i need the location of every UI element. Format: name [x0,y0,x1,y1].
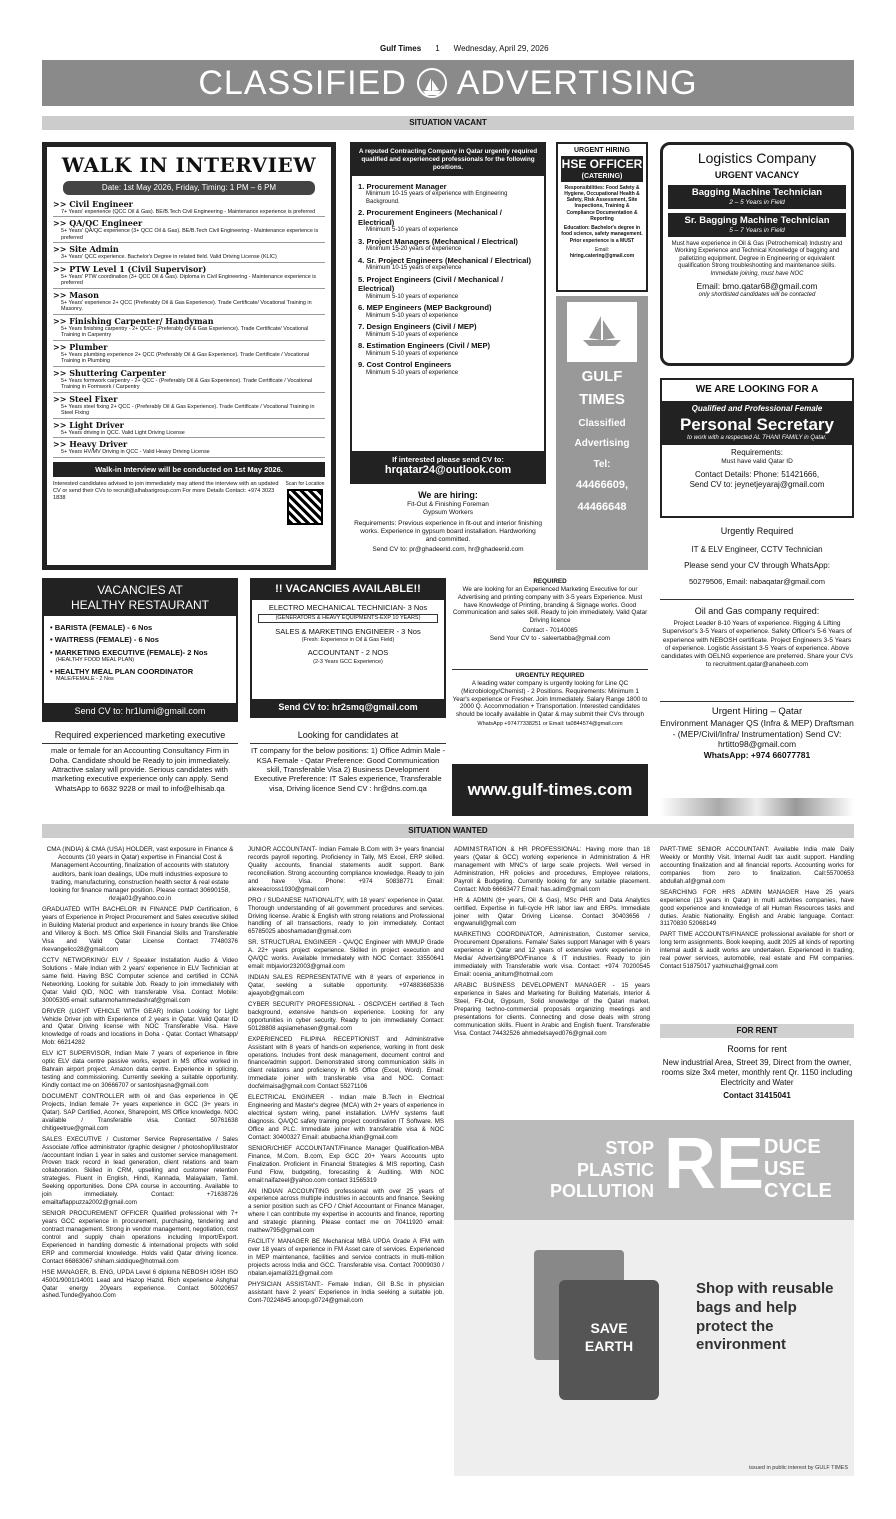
walkin-job-title: >> Site Admin [53,244,119,255]
banner-title-right: ADVERTISING [456,63,698,102]
contract-job-desc: Minimum 5-10 years of experience [366,350,459,357]
qs-head: Urgent Hiring – Qatar [711,706,803,717]
logistics-short: only shortlisted candidates will be contacted [698,291,816,298]
walkin-job-desc: 5+ Years' QA/QC experience (3+ QCC Oil & Gas). BE/B.Tech Civil Engineering - Maintenance experience is preferred [61,228,319,241]
qr-code-icon[interactable] [287,489,323,525]
look-head: Looking for candidates at [250,730,446,744]
logistics-job-2-years: 5 – 7 Years in Field [668,227,846,237]
req2-contact: WhatsApp +97477338251 or Email: ta0844574@gmail.com [477,721,623,728]
wanted-listing: PRO / SUDANESE NATIONALITY, with 18 years' experience in Qatar. Thorough understanding of all government procedures and services. Driving license. Arabic & English with strong relations and Professional handling of all transactions, ready to join immediately. Contact 65785025 aboshamadan@gmail.com [248,896,444,936]
wanted-column-1 [42,846,238,1512]
gypsum-head: We are hiring: [418,490,478,500]
walkin-title: WALK IN INTERVIEW [61,153,317,177]
walkin-job-title: >> PTW Level 1 (Civil Supervisor) [53,263,207,274]
it-contact[interactable]: 50279506, Email: nabaqatar@gmail.com [688,577,826,587]
situation-wanted-header: SITUATION WANTED [42,824,854,838]
gypsum-role-1: Fit-Out & Finishing Foreman [407,501,489,509]
walkin-job [53,438,325,457]
dhow-icon [567,302,637,362]
dhow-logo-icon [417,68,447,98]
restaurant-position: MALE/FEMALE - 2 Nos [56,676,114,683]
walkin-job-title: >> QA/QC Engineer [53,218,143,229]
req1-contact: Contact - 70140085 [522,627,578,635]
gypsum-hiring-ad [350,488,546,570]
restaurant-cv[interactable]: Send CV to: hr1lumi@gmail.com [44,703,236,720]
walkin-job [53,315,325,341]
contract-job-title: 1. Procurement Manager [358,182,447,191]
walkin-job-desc: 5+ Years HV/MV Driving in QCC - Valid Heavy Driving License [61,449,210,456]
hse-title: HSE OFFICER [561,156,643,171]
walkin-job [53,419,325,438]
contracting-intro: A reputed Contracting Company in Qatar urgently required qualified and experienced professionals for the following positions. [352,144,544,176]
logistics-email[interactable]: Email: bmo.qatar68@gmail.com [696,281,818,292]
qr-caption: Scan for Location [285,481,325,488]
contract-job-title: 8. Estimation Engineers (Civil / MEP) [358,341,491,351]
secretary-req-label: Requirements: [730,448,784,458]
walkin-job [53,341,325,367]
contract-job-title: 2. Procurement Engineers (Mechanical / Electrical) [358,208,502,227]
restaurant-title-1: VACANCIES AT [97,583,183,597]
contract-job-title: 9. Cost Control Engineers [358,360,452,370]
vac-cv[interactable]: Send CV to: hr2smq@gmail.com [252,699,444,716]
contract-job-title: 7. Design Engineers (Civil / MEP) [358,322,477,332]
promo-classified: Classified [578,417,626,429]
page-number: 1 [435,44,440,53]
walkin-job-desc: 5+ Years plumbing experience 2+ QCC (Preferably Oil & Gas Experience). Trade Certificate / Vocational Training in Plumbing [61,351,310,365]
personal-secretary-ad [660,378,854,518]
wanted-listing: EXPERIENCED FILIPINA RECEPTIONIST and Administrative Assistant with 8 years of hands-on experience, working in front desk operations. Includes front desk management, document control and finance/admin support. Demonstrated strong communication skills in client relations and proficiency in MS Office (Excel, Word). Email: Immediate joiner with transferable visa and NOC. Contact: docfelmaisa@gmail.com Contact 55271106 [248,1035,444,1091]
wanted-listing: ELV ICT SUPERVISOR, Indian Male 7 years of experience in fibre optic ELV data centre passive works, expert in MS office worked in Bahrain airport project. Amazon data centre. Experience in splicing, testing and commissioning. Currently seeking a suitable opportunity. Kindly contact me on 30666707 or santoshjasna@gmail.com [42,1050,238,1089]
walkin-job-title: >> Mason [53,289,99,300]
logistics-join: Immediate joining, must have NOC [710,270,804,277]
walkin-date: Date: 1st May 2026, Friday, Timing: 1 PM – 6 PM [63,181,315,195]
it-head: Urgently Required [720,526,794,536]
wanted-listing: PHYSICIAN ASSISTANT:- Female Indian, GII B.Sc in physician assistant have 2 years' Experience in India seeking a suitable job. Cont-70224845 anoop.g0724@gmail.com [248,1280,444,1304]
vac-job-2: SALES & MARKETING ENGINEER - 3 Nos [275,627,421,636]
restaurant-position: (HEALTHY FOOD MEAL PLAN) [56,657,135,664]
psa-issued: issued in public interest by GULF TIMES [749,1465,848,1472]
wanted-listing: SR. STRUCTURAL ENGINEER - QA/QC Engineer with MMUP Grade A. 22+ years project experience. Skilled in project execution and QA/QC works. Available Immediately with NOC Contact: 33550641 email: mbjavior232003@gmail.com [248,939,444,971]
contract-job-desc: Minimum 5-10 years of experience [366,293,459,300]
wanted-listing: ADMINISTRATION & HR PROFESSIONAL: Having more than 18 years (Qatar & GCC) working experience in Administration & HR management with MNC's of large scale projects. Well versed in Administration, HR policies and procedures, Employee relations, Payroll & Budgeting. Currently looking for any suitable placement. Contact: Mob 66663477 Email: has.adim@gmail.com [454,846,650,893]
walkin-footer: Walk-in Interview will be conducted on 1st May 2026. [53,462,325,477]
wanted-column-4 [660,846,854,1018]
walkin-job-title: >> Light Driver [53,419,124,430]
wanted-column-3 [454,846,650,1114]
gypsum-requirements: Requirements: Previous experience in fit-out and interior finishing works. Experience in gypsum board installation. Hardworking and committed. [354,519,542,543]
contracting-job-list [352,176,544,381]
psa-re: RE [664,1124,765,1204]
vac-job-2-detail: (Fresh: Experience in Oil & Gas Field) [301,637,395,644]
contract-job-desc: Minimum 15-20 years of experience [366,246,462,253]
contract-job-desc: Minimum 10-15 years of experience [366,265,462,272]
logistics-job-1-years: 2 – 5 Years in Field [668,199,846,209]
promo-tel-label: Tel: [593,458,611,470]
walkin-job-desc: 5+ Years finishing carpentry - 2+ QCC - (Preferably Oil & Gas Experience). Trade Certificate/ Vocational Training in Carpentry [61,325,309,339]
wanted-listing: JUNIOR ACCOUNTANT- Indian Female B.Com with 3+ years financial records payroll reporting. Proficiency in Tally, MS Excel, ERP skilled. Quality accounts, financial statements audit support. Bank reconciliation. Strong accounting compliance knowledge. Ready to join and have Visa. Phone: +974 50838771 Email: alexeacross1930@gmail.com [248,846,444,893]
wanted-listing: CCTV NETWORKING/ ELV / Speaker Installation Audio & Video Solutions - Male Indian with 2 years' experience in ELV Technician at same field. Having BSC Computer science and certified in CCNA Networking. Looking for suitable Job. Ready to join immediately with Qatar Valid QID, NOC with transferable Visa. Contact Mobile: 30005305 email: sultanmohammedashraf@gmail.com [42,956,238,1004]
situation-vacant-header: SITUATION VACANT [42,116,854,130]
issue-date: Wednesday, April 29, 2026 [453,44,549,53]
walkin-job [53,243,325,262]
required-marketing-ad [452,578,648,670]
secretary-sub: Qualified and Professional Female [691,403,823,413]
mkt-body: male or female for an Accounting Consultancy Firm in Doha. Candidate should be Ready to join immediately. Attractive salary will provide. Serious candidates with marketing executive experience only can apply. Send WhatsApp to 6632 9228 or mail to info@elhisab.qa [49,746,231,793]
psa-pollution: POLLUTION [550,1181,654,1202]
restaurant-positions [44,616,236,687]
psa-stop: STOP [605,1138,654,1158]
page-header [380,44,610,53]
restaurant-title-2: HEALTHY RESTAURANT [70,598,210,612]
walkin-job-desc: 3+ Years' QCC experience. Bachelor's Degree in related field. Valid Driving License (KLIC) [61,254,277,261]
secretary-work: to work with a respected AL THANI FAMILY in Qatar. [687,434,827,441]
logistics-title: Logistics Company [697,150,817,166]
rooms-for-rent-ad [660,1044,854,1114]
restaurant-position: • MARKETING EXECUTIVE (FEMALE)- 2 Nos [50,647,208,657]
walkin-job [53,217,325,243]
contracting-email[interactable]: hrqatar24@outlook.com [384,464,512,477]
logistics-job-2: Sr. Bagging Machine Technician [668,213,846,227]
contract-job-title: 5. Project Engineers (Civil / Mechanical / Electrical) [358,274,504,294]
walkin-job-title: >> Shuttering Carpenter [53,367,166,378]
psa-duce: DUCE [764,1136,821,1158]
req1-body: We are looking for an Experienced Marketing Executive for our Advertising and printing company with 3-5 years Experience. Must have Knowledge of Printing, branding & Signage works. Good Communication and sales skill. Ready to join immediately. Valid Qatar Driving licence [452,585,648,625]
oilgas-body: Project Leader 8-10 Years of experience. Rigging & Lifting Supervisor's 3-5 Years of experience. Safety Officer's 5-6 Years of experience with NEBOSH certificate. Project Engineers 3-5 Years of experience. Logistic Assistant 3-5 Years of experience. Above candidates with OELNG experience are preferred. Share your CVs to recruitment.qatar@anaheeb.com [661,620,853,668]
hse-email[interactable]: hiring.catering@gmail.com [569,253,635,259]
contract-job-desc: Minimum 5-10 years of experience [366,312,459,319]
secretary-title: Personal Secretary [679,414,835,434]
contract-job-desc: Minimum 5-10 years of experience [366,227,459,234]
walkin-job-desc: 5+ Years formwork carpentry - 2+ QCC - (Preferably Oil & Gas Experience). Trade Certificate / Vocational Training in Formwork / Carpentry [61,377,313,391]
wanted-listing: DOCUMENT CONTROLLER with oil and Gas experience in QE Projects, Indian female 7+ years experience in GCC (3+ years in Qatar). SAP Certified, Aconex, Sharepoint, MS Office knowledge. NOC available / Transferable visa. Contact 50761638 chitigeetrue@gmail.com [42,1092,238,1132]
contracting-cv-label: If interested please send CV to: [392,454,504,464]
oil-gas-ad [660,606,854,702]
walkin-job-title: >> Civil Engineer [53,199,133,209]
walkin-job [53,198,325,217]
walkin-job [53,263,325,289]
promo-tel-1: 44466609, [576,479,628,491]
req2-head: URGENTLY REQUIRED [515,672,585,679]
paper-name: Gulf Times [380,44,422,53]
secretary-cv[interactable]: Send CV to: jeynetjeyaraj@gmail.com [689,480,825,490]
promo-advertising: Advertising [574,438,630,449]
contract-job-title: 3. Project Managers (Mechanical / Electrical) [358,236,518,246]
wanted-listing: DRIVER (LIGHT VEHICLE WITH GEAR) Indian Looking for Light Vehicle Driver job with Experience of 2 years in Qatar. Valid Qatar ID and Qatar Driving license with NOC Transferable Visa. Have knowledge of roads and locations in Doha - Qatar. Contact Whatsapp/ Mob: 66214282 [42,1007,238,1047]
classified-banner [42,60,854,106]
for-rent-header: FOR RENT [660,1024,854,1038]
contract-job-title: 4. Sr. Project Engineers (Mechanical / Electrical) [358,255,532,265]
healthy-restaurant-ad [42,578,238,722]
psa-use: USE [764,1158,806,1180]
wanted-listing: AN INDIAN ACCOUNTING professional with over 25 years of experience across multiple industries in accounts and finance. Seeking a senior position such as CFO / Chief Accountant or Finance Manager, where I can contribute my expertise in accounts and finance, reporting and strategic planning. Please contact me on 70411920 email: mathew795@gmail.com [248,1187,444,1235]
wanted-column-2 [248,846,444,1512]
bag-icon [559,1280,659,1400]
vac-job-1: ELECTRO MECHANICAL TECHNICIAN- 3 Nos [268,602,428,612]
restaurant-position: • WAITRESS (FEMALE) - 6 Nos [50,635,159,645]
walkin-job-title: >> Finishing Carpenter/ Handyman [53,315,214,326]
req2-body: A leading water company is urgently looking for Line QC (Microbiology/Chemist) - 2 Positions. Requirements: Minimum 1 Year's experience or Fresher. Join Immediately. Salary Range 1800 to 2000 Q. Accommodation + Transportation. Interested candidates should be locally available in Qatar & may submit their CVs through [452,679,648,719]
website-banner[interactable]: www.gulf-times.com [452,764,648,816]
vac-job-1-detail: (GENERATORS & HEAVY EQUIPMENTS-EXP 10 YEARS) [258,614,438,623]
vacancies-available-ad [250,578,446,718]
rent-contact: Contact 31415041 [723,1091,791,1101]
wanted-listing: SENIOR PROCUREMENT OFFICER Qualified professional with 7+ years GCC experience in procurement, purchasing, tendering and contract management. Strong in vendor management, negotiation, cost control and supply chain operations including Import/Export. Experienced in handling domestic & international projects with solid ERP and commercial knowledge. Holds valid Qatar driving licence. Contact 66863067 shiham.siddique@hotmail.com [42,1210,238,1265]
gradient-strip [660,798,854,816]
wanted-listing: CYBER SECURITY PROFESSIONAL - OSCP/CEH certified 8 Tech background, extensive hands-on experience. Looking for any opportunities in cyber security. Ready to join immediately Contact: 50128808 aqsiamehasen@gmail.com [248,1000,444,1032]
qs-whatsapp: WhatsApp: +974 66077781 [703,749,811,760]
it-elv-ad [660,526,854,600]
wanted-listing: ELECTRICAL ENGINEER - Indian male B.Tech in Electrical Engineering and Master's degree (MCA) with 2+ years of experience in electrical system wiring, panel installation. LV/HV systems fault diagnosis. QA/QC safety training project coordination IT Software. MS Office and PLC. Immediate joiner with transferable visa & NOC Contact: 30400327 Email: abubacha.khan@gmail.com [248,1094,444,1141]
hse-badge: URGENT HIRING [574,147,630,154]
rent-body: New industrial Area, Street 39, Direct from the owner, rooms size 3x4 meter, monthly rent Qr. 1150 including Electricity and Water [661,1058,853,1088]
wanted-listing: SALES EXECUTIVE / Customer Service Representative / Sales Associate /office administrator /graphic designer / photoshop/illustrator /accountant Indian 1 year in sales and customer service management. Proven track record in lead generation, client relations and team collaboration. Skilled in CRM, upselling and customer retention strategies. Fluent in English, Hindi, Kannada, Malayalam, Tamil. Seeking opportunities. Done CPA course in accounting. Available to join immediately. Contact: +71638726 emailtaffappuzza2002@gmail.com [42,1135,238,1207]
rent-head: Rooms for rent [727,1044,787,1054]
hse-education: Education: Bachelor's degree in food science, safety management. Prior experience is a MUST [561,225,643,244]
qs-body: Environment Manager QS (Infra & MEP) Draftsman - (MEP/Civil/Infra/ Instrumentation) Send CV: [660,717,854,739]
it-body: IT & ELV Engineer, CCTV Technician [691,545,823,555]
walkin-job [53,289,325,315]
walkin-job [53,367,325,393]
logistics-sub: URGENT VACANCY [714,169,800,180]
hse-email-label: Email: [595,246,609,253]
psa-save: SAVE [590,1320,628,1336]
hse-body: Responsibilities: Food Safety & Hygiene, Occupational Health & Safety, Risk Assessment, Site Inspections, Training & Compliance Documentation & Reporting [564,184,640,222]
vac-job-3-detail: (2-3 Years GCC Experience) [313,658,383,665]
walkin-note: Interested candidates advised to join immediately may attend the interview with an updated CV or send their CVs to recruit@alhabarigroup.com For more Details Contact: +974 3023 1838 [53,481,279,502]
walkin-job-desc: 7+ Years' experience (QCC Oil & Gas). BE/B.Tech Civil Engineering - Maintenance experience is preferred [61,209,316,215]
qs-email[interactable]: hrtitto98@gmail.com [717,739,797,750]
psa-shop: Shop with reusable bags and help protect the environment [696,1280,834,1354]
logistics-req: Must have experience in Oil & Gas (Petrochemical) Industry and Working Experience and Technical Knowledge of bagging and palletizing equipment. Degree in Engineering or equivalent qualification Strong troubleshooting and maintenance skills. [671,240,843,270]
wanted-listing: CMA (INDIA) & CMA (USA) HOLDER, vast exposure in Finance & Accounts (10 years in Qatar) expertise in Financial Cost & Management Accounting, finalization of accounts with statutory auditors, bank loan dealings, UDe multi industries exposure to trading, manufacturing, construction health sector & real estate looking for finance manager position. Please contact 30690158, rkraja01@yahoo.co.in [46,846,234,903]
banner-title-left: CLASSIFIED [198,63,407,102]
gypsum-role-2: Gypsum Workers [422,509,474,517]
hse-officer-ad [556,142,648,292]
wanted-listing: ARABIC BUSINESS DEVELOPMENT MANAGER - 15 years experience in Sales and Marketing for Building Materials, Interior & Steel, Fit-Out, Gypsum, Solid knowledge of the Qatari market. Preparing techno-commercial proposals organizing meetings and presentations for clients. Connecting and close deals with strong communication skills. Fluent in Arabic and English fluent. Transferable Visa. Contact 74432526 ahmedelsayed076@gmail.com [454,982,650,1037]
manager-qs-ad [660,706,854,796]
look-body: IT company for the below positions: 1) Office Admin Male - KSA Female - Qatar Preference: Good Communication skill, Transferable Visa 2) Business Development Executive Preference: IT Sales experience, Transferable visa, Driving licence Send CV : hr@dns.com.qa [251,746,445,793]
wanted-listing: SENIOR/CHIEF ACCOUNTANT/Finance Manager Qualification-MBA Finance, M.Com, B.com, Exp GCC 20+ Years Accounts upto Finalization. Proficient in Financial Strategies & MIS reporting, Cash Fund Flow, budgeting, forecasting & Auditing. With NOC email:naifazeel@yahoo.com contact 31565319 [248,1144,444,1184]
req1-cv[interactable]: Send Your CV to - saleertabba@gmail.com [489,635,611,643]
walk-in-interview-ad [42,142,336,570]
walkin-job-list [53,198,325,458]
wanted-listing: HSE MANAGER, B. ENG, UPDA Level 6 diploma NEBOSH IOSH ISO 45001/9001/14001 Lead and Hazop Hazid. Rich experience Ashghal Qatar energy 20years experience. Contact 50020657 ashed.Tunde@yahoo.Com [42,1268,238,1300]
walkin-job-title: >> Plumber [53,341,108,352]
contract-job-desc: Minimum 10-15 years of experience with Engineering Background. [366,191,508,205]
walkin-job-desc: 5+ Years' PTW coordination (3+ QCC Oil & Gas). Diploma in Civil Engineering - Maintenance experience is preferred [61,273,317,287]
vac-title: !! VACANCIES AVAILABLE!! [252,580,444,600]
walkin-job-desc: 5+ Years' experience 2+ QCC (Preferably Oil & Gas Experience). Trade Certificate/ Vocational Training in Masonry. [61,299,312,313]
walkin-job-desc: 5+ Years driving in QCC. Valid Light Driving License [61,429,185,436]
promo-tel-2: 44466648 [577,500,627,513]
restaurant-position: • BARISTA (FEMALE) - 6 Nos [50,623,153,632]
walkin-job-title: >> Heavy Driver [53,439,128,450]
wanted-listing: GRADUATED WITH BACHELOR IN FINANCE PMP Certification, 6 years of Experience in Project Procurement and Sales executive skilled in Building Material product and experience in luxury brands like Chloe and Villeroy & Boch. MS Office Skill Financial Skills and Transferable Visa and Valid Qatar License Contact 77480376 rkevangelico28@gmail.com [42,906,238,953]
vac-job-3: ACCOUNTANT - 2 NOS [307,648,389,658]
logistics-company-ad [660,142,854,366]
wanted-listing: SEARCHING FOR HRS ADMIN MANAGER Have 25 years experience (13 years in Qatar) in multi activities companies, have good experience and knowledge of all Human Resources tasks and duties. Arabic Nationality. English and Arabic language. Contact: 31170830 52068149 [660,888,854,928]
promo-times: TIMES [579,390,625,408]
psa-cycle: CYCLE [764,1180,832,1202]
psa-plastic: PLASTIC [576,1159,654,1180]
wanted-listing: MARKETING COORDINATOR, Administration, Customer service, Procurement Operations. Female/ Sales support Manager with 6 years experience in Qatar and 12 years of extensive work experience in Media/ Advertising/BPO/Finance & IT industries. Ready to join immediately with Transferable work visa. Contact: +974 70200545 Email: ocenia_anitum@hotmail.com [454,931,650,979]
contract-job-title: 6. MEP Engineers (MEP Background) [358,303,492,313]
gypsum-cv: Send CV to: pr@ghadeerid.com, hr@ghadeerid.com [372,545,524,553]
walkin-job-title: >> Steel Fixer [53,393,118,404]
walkin-job [53,393,325,419]
wanted-listing: PART TIME ACCOUNTS/FINANCE professional available for short or long term assignments. Book keeping, audit 2025 all kinds of reporting internal audit & audit works are undertaken. Experienced in trading, real power services, automobile, real estate and FM companies. Contact 51875017 yazhkuzhal@gmail.com [660,931,854,971]
marketing-executive-ad [42,730,238,818]
secretary-head: WE ARE LOOKING FOR A [695,384,819,395]
promo-gulf: GULF [581,368,623,385]
restaurant-position: • HEALTHY MEAL PLAN COORDINATOR [50,667,194,676]
req1-head: REQUIRED [533,578,567,585]
hse-sub: (CATERING) [561,173,643,182]
secretary-contact: Contact Details: Phone: 51421666, [694,470,820,480]
secretary-req: Must have valid Qatar ID [721,458,793,466]
logistics-job-1: Bagging Machine Technician [668,185,846,199]
psa-earth: EARTH [584,1337,634,1354]
it-company-candidates-ad [250,730,446,818]
contract-job-desc: Minimum 5-10 years of experience [366,331,459,338]
wanted-listing: PART-TIME SENIOR ACCOUNTANT: Available India male Daily Weekly or Monthly Visit. Internal Audit tax audit support. Handling accounting finalization and all financial reports. Accounting works for companies from zero to finalization. Call:55700653 abdullah.af@gmail.com [660,846,854,885]
mkt-head: Required experienced marketing executive [42,730,238,744]
gulf-times-promo [556,296,648,570]
it-whatsapp: Please send your CV through WhatsApp: [684,561,830,571]
stop-plastic-psa [454,1120,854,1476]
contract-job-desc: Minimum 5-10 years of experience [366,369,459,376]
contracting-company-ad [350,142,546,484]
wanted-listing: INDIAN SALES REPRESENTATIVE with 8 years of experience in Qatar, seeking a suitable opportunity. +974883685336 ajeayob@gmail.com [248,974,444,997]
oilgas-head: Oil and Gas company required: [694,606,820,616]
urgently-required-ad [452,672,648,758]
wanted-listing: FACILITY MANAGER BE Mechanical MBA UPDA Grade A IFM with over 18 years of experience in FM Asset care of services. Experienced in MEP maintenance, facilities and service contracts in multi-million projects across India and GCC. Transferable visa. Contact 70009030 / nbalan.ejamali321@gmail.com [248,1238,444,1277]
wanted-listing: HR & ADMIN (8+ years, Oil & Gas), MSc PHR and Data Analytics certified. Expertise in full-cycle HR labor law and ERPs. Immediate joiner with Qatar Driving License. Contact 30403656 / engwanull@gmail.com [454,896,650,928]
walkin-job-desc: 5+ Years steel fixing 2+ QCC - (Preferably Oil & Gas Experience). Trade Certificate / Vocational Training in Steel Fixing [61,403,315,417]
